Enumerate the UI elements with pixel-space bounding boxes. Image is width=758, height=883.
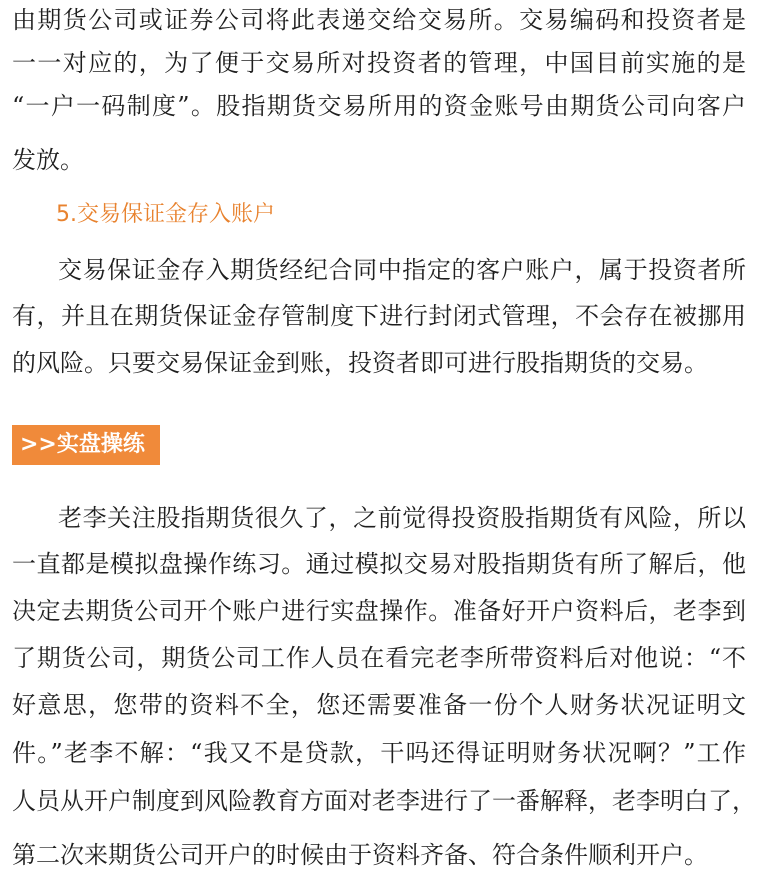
paragraph-line: 交易保证金存入期货经纪合同中指定的客户账户，属于投资者所	[58, 256, 746, 284]
story-line: 件。”老李不解：“我又不是贷款，干吗还得证明财务状况啊？”工作	[12, 739, 746, 767]
story-line: 人员从开户制度到风险教育方面对老李进行了一番解释，老李明白了，	[12, 787, 756, 815]
story-line: 了期货公司，期货公司工作人员在看完老李所带资料后对他说：“不	[12, 644, 746, 672]
story-line: 老李关注股指期货很久了，之前觉得投资股指期货有风险，所以	[58, 504, 746, 532]
story-line: 第二次来期货公司开户的时候由于资料齐备、符合条件顺利开户。	[12, 841, 708, 869]
section-heading: 5.交易保证金存入账户	[56, 202, 275, 227]
story-line: 好意思，您带的资料不全，您还需要准备一份个人财务状况证明文	[12, 691, 746, 719]
paragraph-line: 的风险。只要交易保证金到账，投资者即可进行股指期货的交易。	[12, 349, 708, 377]
paragraph-line: 由期货公司或证券公司将此表递交给交易所。交易编码和投资者是	[12, 6, 746, 34]
story-line: 一直都是模拟盘操作练习。通过模拟交易对股指期货有所了解后，他	[12, 550, 746, 578]
paragraph-line: “一户一码制度”。股指期货交易所用的资金账号由期货公司向客户	[12, 92, 746, 120]
paragraph-line: 发放。	[12, 146, 84, 174]
story-line: 决定去期货公司开个账户进行实盘操作。准备好开户资料后，老李到	[12, 597, 746, 625]
practice-banner: >>实盘操练	[12, 425, 160, 465]
paragraph-line: 一一对应的，为了便于交易所对投资者的管理，中国目前实施的是	[12, 49, 746, 77]
paragraph-line: 有，并且在期货保证金存管制度下进行封闭式管理，不会存在被挪用	[12, 302, 746, 330]
